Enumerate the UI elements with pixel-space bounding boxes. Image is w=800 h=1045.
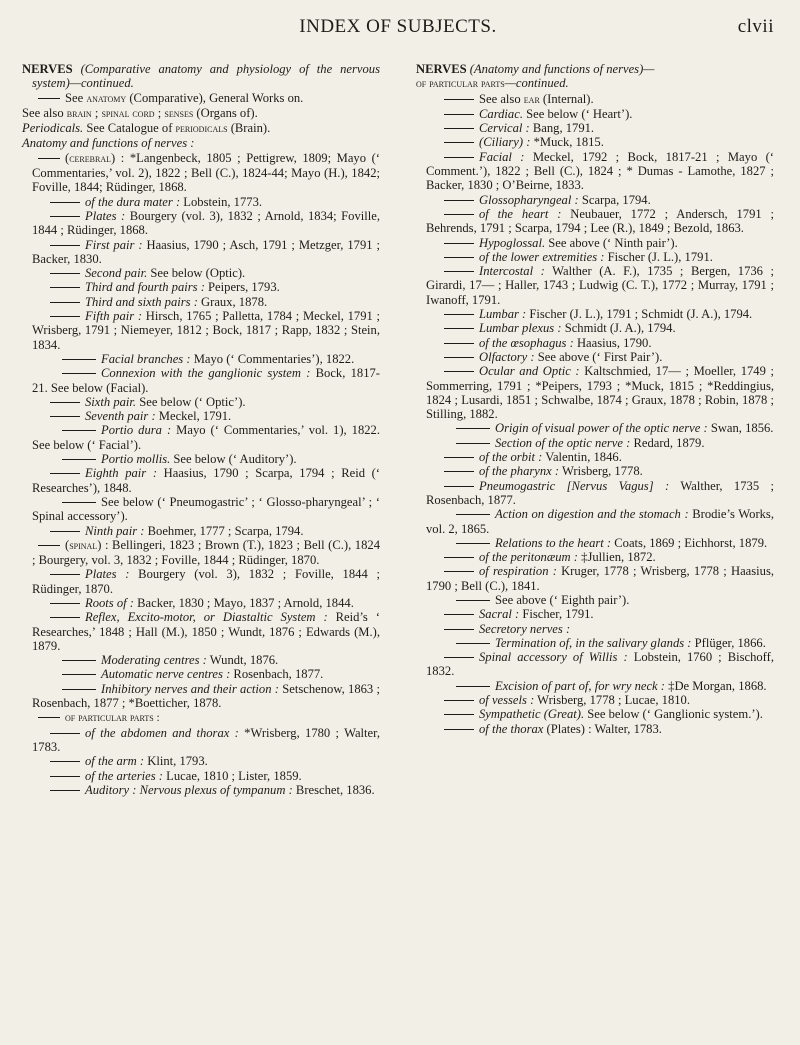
index-entry (22, 209, 380, 238)
index-entry (22, 295, 380, 309)
index-entry (22, 769, 380, 783)
ditto-dash (50, 531, 80, 532)
entry-text: Plates : (85, 208, 126, 223)
entry-text: Lumbar : (479, 307, 527, 322)
index-entry (416, 450, 774, 464)
entry-text: (Comparative anatomy and physiology of the nervous system)—continued. (32, 62, 380, 91)
ditto-dash (62, 459, 96, 460)
ditto-dash (62, 502, 96, 503)
entry-text: of respiration : (479, 564, 557, 579)
entry-text: (Internal). (539, 91, 594, 106)
ditto-dash (456, 443, 490, 444)
entry-text: Wrisberg, 1778. (559, 464, 643, 479)
index-entry (416, 593, 774, 607)
ditto-dash (444, 614, 474, 615)
index-entry (416, 622, 774, 636)
entry-text: Backer, 1830 ; Mayo, 1837 ; Arnold, 1844. (133, 595, 354, 610)
entry-text: Boehmer, 1777 ; Scarpa, 1794. (144, 523, 304, 538)
entry-text: of the œsophagus : (479, 335, 574, 350)
index-entry (416, 150, 774, 193)
entry-text: Bang, 1791. (529, 121, 595, 136)
ditto-dash (444, 629, 474, 630)
ditto-dash (444, 114, 474, 115)
index-entry (22, 726, 380, 755)
index-entry (416, 264, 774, 307)
ditto-dash (62, 674, 96, 675)
entry-text: See below (‘ Heart’). (522, 106, 633, 121)
entry-text: of particular parts : (65, 712, 160, 725)
entry-text: of the thorax (479, 721, 544, 736)
entry-text: Secretory nerves : (479, 621, 571, 636)
entry-text: Lucae, 1810 ; Lister, 1859. (163, 768, 302, 783)
index-entry (22, 151, 380, 195)
index-entry (416, 636, 774, 650)
entry-text: Valentin, 1846. (542, 450, 622, 465)
ditto-dash (456, 600, 490, 601)
index-entry (22, 538, 380, 568)
entry-text: *Muck, 1815. (530, 135, 604, 150)
ditto-dash (456, 514, 490, 515)
ditto-dash (50, 574, 80, 575)
index-entry (22, 409, 380, 423)
entry-text: Fischer (J. L.), 1791. (604, 249, 713, 264)
ditto-dash (444, 214, 474, 215)
index-entry (416, 364, 774, 421)
entry-text: See (65, 90, 87, 105)
index-entry (416, 536, 774, 550)
entry-text: See below (Optic). (147, 266, 246, 281)
index-entry (416, 507, 774, 536)
index-entry (22, 596, 380, 610)
index-entry (416, 464, 774, 478)
ditto-dash (444, 157, 474, 158)
entry-text: Hirsch, 1765 ; Palletta, 1784 ; Meckel, 1791 ; Wrisberg, 1791 ; Niemeyer, 1812 ; Bock, 1817 ; Rapp, 1832 ; Stein, 1834. (32, 309, 380, 352)
entry-text: Auditory : Nervous plexus of tympanum : (85, 782, 293, 797)
ditto-dash (62, 689, 96, 690)
entry-text: anatomy (86, 92, 127, 105)
entry-text: Cardiac. (479, 106, 523, 121)
entry-text: ) : *Langenbeck, 1805 ; Pettigrew, 1809; Mayo (‘ Commentaries,’ vol. 2), 1822 ; Bell (C.), 1824-44; Mayo (H.), 1842; Foville, 1844; Rüdinger, 1868. (32, 150, 380, 195)
entry-text: ‡De Morgan, 1868. (665, 678, 767, 693)
index-entry (416, 479, 774, 508)
left-index-column (22, 62, 380, 797)
entry-text: Meckel, 1792 ; Bock, 1817-21 ; Mayo (‘ Comment.’), 1822 ; Bell (C.), 1824 ; * Dumas - Lamothe, 1827 ; Backer, 1830 ; O’Beirne, 1833. (426, 149, 775, 193)
entry-text: of vessels : (479, 693, 535, 708)
page-title: INDEX OF SUBJECTS. (299, 16, 497, 37)
ditto-dash (50, 416, 80, 417)
ditto-dash (456, 643, 490, 644)
ditto-dash (444, 328, 474, 329)
entry-text: Rosenbach, 1877. (230, 667, 324, 682)
entry-text: Brodie’s Works, vol. 2, 1865. (426, 507, 774, 536)
ditto-dash (50, 402, 80, 403)
entry-text: Portio dura : (101, 423, 172, 438)
ditto-dash (50, 287, 80, 288)
entry-text: spinal cord (101, 107, 155, 120)
ditto-dash (444, 371, 474, 372)
entry-text: Intercostal : (479, 264, 545, 279)
entry-text: Plates : (85, 567, 130, 582)
entry-text: See also (22, 105, 67, 120)
entry-text: Mayo (‘ Commentaries’), 1822. (190, 351, 355, 366)
entry-text: NERVES (22, 62, 81, 76)
ditto-dash (444, 571, 474, 572)
entry-text: Fifth pair : (85, 309, 143, 324)
index-entry (416, 350, 774, 364)
index-entry (22, 106, 380, 121)
entry-text: Ninth pair : (85, 523, 145, 538)
entry-text: —continued. (504, 76, 569, 91)
entry-text: Seventh pair : (85, 409, 156, 424)
index-entry (416, 421, 774, 435)
entry-text: See also (479, 91, 524, 106)
entry-text: of the orbit : (479, 450, 543, 465)
ditto-dash (38, 98, 60, 99)
entry-text: Olfactory : (479, 349, 535, 364)
ditto-dash (50, 216, 80, 217)
index-entry (22, 667, 380, 681)
entry-text: Lobstein, 1773. (180, 194, 263, 209)
entry-text: Portio mollis. (101, 452, 171, 467)
ditto-dash (444, 700, 474, 701)
ditto-dash (38, 545, 60, 546)
ditto-dash (444, 200, 474, 201)
entry-text: Section of the optic nerve : (495, 435, 631, 450)
entry-text: Kruger, 1778 ; Wrisberg, 1778 ; Haasius, 1790 ; Bell (C.), 1841. (426, 564, 774, 593)
entry-text: See above (‘ First Pair’). (534, 349, 663, 364)
index-entry (416, 250, 774, 264)
entry-text: Relations to the heart : (495, 535, 612, 550)
entry-text: Facial : (479, 149, 525, 164)
entry-text: of the lower extremities : (479, 249, 605, 264)
index-entry (22, 91, 380, 106)
entry-text: Setschenow, 1863 ; Rosenbach, 1877 ; *Boetticher, 1878. (32, 681, 380, 711)
entry-text: Walther, 1735 ; Rosenbach, 1877. (426, 478, 774, 507)
entry-text: of the pharynx : (479, 464, 560, 479)
entry-text: Roots of : (85, 595, 134, 610)
ditto-dash (50, 273, 80, 274)
entry-text: of the arteries : (85, 768, 163, 783)
entry-text: ; (154, 105, 165, 120)
index-entry (22, 466, 380, 495)
entry-text: ; (91, 105, 102, 120)
entry-text: *Wrisberg, 1780 ; Walter, 1783. (32, 725, 380, 754)
ditto-dash (50, 733, 80, 734)
index-entry (416, 650, 774, 679)
entry-text: of particular parts (416, 78, 505, 91)
entry-text: Cervical : (479, 121, 530, 136)
entry-text: Meckel, 1791. (155, 409, 232, 424)
entry-text: Neubauer, 1772 ; Andersch, 1791 ; Behrends, 1791 ; Scarpa, 1794 ; Lee (R.), 1849 ; Bezold, 1863. (426, 206, 775, 236)
entry-text: Kaltschmied, 17— ; Moeller, 1749 ; Sommerring, 1791 ; *Peipers, 1793 ; *Muck, 1815 ; *Reddingius, 1824 ; Lusardi, 1851 ; Schwalbe, 1874 ; Graux, 1878 ; Robin, 1878 ; Stilling, 1882. (426, 364, 775, 422)
ditto-dash (50, 790, 80, 791)
entry-text: Anatomy and functions of nerves : (22, 136, 195, 151)
index-entry (416, 62, 774, 76)
index-entry (22, 524, 380, 538)
index-entry (416, 436, 774, 450)
ditto-dash (444, 557, 474, 558)
entry-text: Hypoglossal. (479, 235, 546, 250)
index-entry (22, 423, 380, 452)
ditto-dash (444, 457, 474, 458)
index-entry (22, 495, 380, 524)
ditto-dash (456, 686, 490, 687)
ditto-dash (444, 486, 474, 487)
entry-text: Spinal accessory of Willis : (479, 650, 628, 665)
ditto-dash (50, 302, 80, 303)
index-entry (416, 121, 774, 135)
entry-text: See Catalogue of (83, 121, 176, 136)
entry-text: Connexion with the ganglionic system : (101, 366, 311, 381)
ditto-dash (62, 660, 96, 661)
index-entry (22, 366, 380, 395)
entry-text: Sacral : (479, 607, 520, 622)
entry-text: Facial branches : (101, 351, 191, 366)
ditto-dash (444, 142, 474, 143)
index-entry (22, 754, 380, 768)
index-entry (416, 307, 774, 321)
entry-text: Fischer (J. L.), 1791 ; Schmidt (J. A.), 1794. (526, 307, 753, 322)
entry-text: Bourgery (vol. 3), 1832 ; Foville, 1844 ; Rüdinger, 1870. (32, 567, 380, 596)
entry-text: Origin of visual power of the optic nerve : (495, 421, 708, 436)
index-entry (22, 682, 380, 711)
entry-text: spinal (69, 539, 98, 552)
entry-text: Mayo (‘ Commentaries,’ vol. 1), 1822. See below (‘ Facial’). (32, 423, 380, 452)
ditto-dash (456, 543, 490, 544)
entry-text: of the peritonæum : (479, 550, 578, 565)
ditto-dash (456, 428, 490, 429)
entry-text: Lumbar plexus : (479, 321, 562, 336)
index-entry (22, 710, 380, 725)
entry-text: ) : Bellingeri, 1823 ; Brown (T.), 1823 ; Bell (C.), 1824 ; Bourgery, vol. 3, 1832 ; Foville, 1844 ; Rüdinger, 1870. (32, 537, 380, 568)
index-entry (22, 195, 380, 209)
entry-text: ( (65, 150, 70, 165)
ditto-dash (50, 776, 80, 777)
entry-text: of the arm : (85, 754, 145, 769)
index-entry (416, 207, 774, 236)
entry-text: ‡Jullien, 1872. (578, 550, 656, 565)
entry-text: Excision of part of, for wry neck : (495, 678, 665, 693)
entry-text: Schmidt (J. A.), 1794. (561, 321, 676, 336)
entry-text: Periodicals. (22, 121, 84, 136)
ditto-dash (444, 314, 474, 315)
index-entry (416, 107, 774, 121)
ditto-dash (62, 373, 96, 374)
index-entry (22, 352, 380, 366)
ditto-dash (444, 343, 474, 344)
ditto-dash (444, 128, 474, 129)
index-entry (22, 610, 380, 653)
index-entry (416, 236, 774, 250)
entry-text: Sympathetic (Great). (479, 707, 585, 722)
entry-text: See below (‘ Optic’). (136, 394, 246, 409)
entry-text: ear (523, 93, 540, 106)
entry-text: Bourgery (vol. 3), 1832 ; Arnold, 1834; Foville, 1844 ; Rüdinger, 1868. (32, 208, 380, 238)
entry-text: brain (66, 107, 92, 120)
entry-text: (Organs of). (193, 105, 258, 120)
entry-text: See above (‘ Ninth pair’). (545, 235, 678, 250)
right-index-column (416, 62, 774, 736)
entry-text: Fischer, 1791. (519, 607, 594, 622)
entry-text: Walther (A. F.), 1735 ; Bergen, 1736 ; Girardi, 17— ; Haller, 1743 ; Ludwig (C. T.), 1772 ; Murray, 1791 ; Iwanoff, 1791. (426, 264, 775, 307)
ditto-dash (50, 617, 80, 618)
ditto-dash (444, 729, 474, 730)
ditto-dash (444, 714, 474, 715)
entry-text: Redard, 1879. (630, 435, 705, 450)
index-entry (416, 693, 774, 707)
entry-text: Reflex, Excito-motor, or Diastaltic System : (85, 610, 328, 625)
index-entry (416, 321, 774, 335)
entry-text: Coats, 1869 ; Eichhorst, 1879. (611, 535, 768, 550)
running-header (22, 16, 774, 42)
entry-text: Wundt, 1876. (206, 653, 279, 668)
entry-text: See below (‘ Pneumogastric’ ; ‘ Glosso-pharyngeal’ ; ‘ Spinal accessory’). (32, 494, 380, 524)
index-entry (416, 564, 774, 593)
ditto-dash (38, 158, 60, 159)
index-entry (416, 76, 774, 91)
entry-text: of the abdomen and thorax : (85, 725, 239, 740)
entry-text: of the heart : (479, 206, 562, 221)
entry-text: (Plates) : Walter, 1783. (543, 721, 662, 736)
index-entry (22, 136, 380, 150)
ditto-dash (444, 657, 474, 658)
entry-text: Graux, 1878. (197, 294, 268, 309)
index-entry (416, 679, 774, 693)
ditto-dash (50, 603, 80, 604)
entry-text: Eighth pair : (85, 466, 158, 481)
entry-text: Automatic nerve centres : (101, 667, 231, 682)
entry-text: Moderating centres : (101, 653, 207, 668)
index-entry (416, 336, 774, 350)
entry-text: cerebral (69, 152, 111, 165)
index-entry (416, 607, 774, 621)
entry-text: Reid’s ‘ Researches,’ 1848 ; Hall (M.), 1850 ; Wundt, 1876 ; Edwards (M.), 1879. (32, 610, 380, 653)
entry-text: Action on digestion and the stomach : (495, 507, 689, 522)
index-entry (416, 193, 774, 207)
entry-text: First pair : (85, 237, 143, 252)
index-entry (22, 653, 380, 667)
index-entry (416, 707, 774, 721)
entry-text: (Anatomy and functions of nerves)— (469, 62, 655, 76)
entry-text: See below (‘ Ganglionic system.’). (584, 707, 763, 722)
entry-text: Ocular and Optic : (479, 364, 580, 379)
entry-text: Third and fourth pairs : (85, 280, 205, 295)
ditto-dash (62, 430, 96, 431)
entry-text: Termination of, in the salivary glands : (495, 635, 692, 650)
entry-text: NERVES (416, 62, 470, 76)
index-entry (22, 783, 380, 797)
entry-text: Lobstein, 1760 ; Bischoff, 1832. (426, 650, 774, 679)
entry-text: periodicals (175, 123, 228, 136)
entry-text: Klint, 1793. (144, 754, 208, 769)
index-entry (22, 266, 380, 280)
entry-text: Breschet, 1836. (292, 782, 375, 797)
entry-text: Swan, 1856. (707, 421, 774, 436)
entry-text: Haasius, 1790 ; Scarpa, 1794 ; Reid (‘ Researches’), 1848. (32, 466, 380, 495)
ditto-dash (62, 359, 96, 360)
entry-text: Pneumogastric [Nervus Vagus] : (479, 478, 670, 493)
entry-text: (Ciliary) : (479, 135, 531, 150)
ditto-dash (50, 202, 80, 203)
ditto-dash (444, 99, 474, 100)
entry-text: Pflüger, 1866. (691, 635, 766, 650)
entry-text: (Comparative), General Works on. (126, 90, 304, 105)
entry-text: senses (164, 107, 194, 120)
entry-text: Bock, 1817-21. See below (Facial). (32, 366, 380, 395)
index-entry (416, 135, 774, 149)
entry-text: (Brain). (227, 121, 271, 136)
index-entry (22, 395, 380, 409)
index-entry (22, 309, 380, 352)
index-entry (22, 567, 380, 596)
ditto-dash (444, 271, 474, 272)
entry-text: Scarpa, 1794. (578, 192, 651, 207)
entry-text: ( (65, 537, 70, 552)
index-entry (416, 550, 774, 564)
entry-text: of the dura mater : (85, 194, 181, 209)
index-entry (416, 92, 774, 107)
entry-text: Inhibitory nerves and their action : (101, 681, 279, 696)
entry-text: Second pair. (85, 266, 148, 281)
ditto-dash (50, 473, 80, 474)
entry-text: Glossopharyngeal : (479, 192, 579, 207)
ditto-dash (444, 357, 474, 358)
entry-text: Haasius, 1790. (573, 335, 652, 350)
entry-text: See above (‘ Eighth pair’). (495, 592, 630, 607)
entry-text: See below (‘ Auditory’). (170, 452, 297, 467)
entry-text: Sixth pair. (85, 394, 137, 409)
ditto-dash (444, 243, 474, 244)
ditto-dash (50, 245, 80, 246)
ditto-dash (444, 257, 474, 258)
entry-text: Wrisberg, 1778 ; Lucae, 1810. (534, 693, 690, 708)
index-entry (22, 280, 380, 294)
index-entry (22, 62, 380, 91)
ditto-dash (50, 761, 80, 762)
ditto-dash (38, 717, 60, 718)
entry-text: Haasius, 1790 ; Asch, 1791 ; Metzger, 1791 ; Backer, 1830. (32, 237, 380, 266)
index-entry (22, 238, 380, 267)
index-entry (416, 722, 774, 736)
ditto-dash (444, 471, 474, 472)
index-entry (22, 121, 380, 136)
entry-text: Third and sixth pairs : (85, 294, 198, 309)
ditto-dash (50, 316, 80, 317)
page-number: clvii (737, 16, 774, 37)
index-entry (22, 452, 380, 466)
entry-text: Peipers, 1793. (204, 280, 280, 295)
